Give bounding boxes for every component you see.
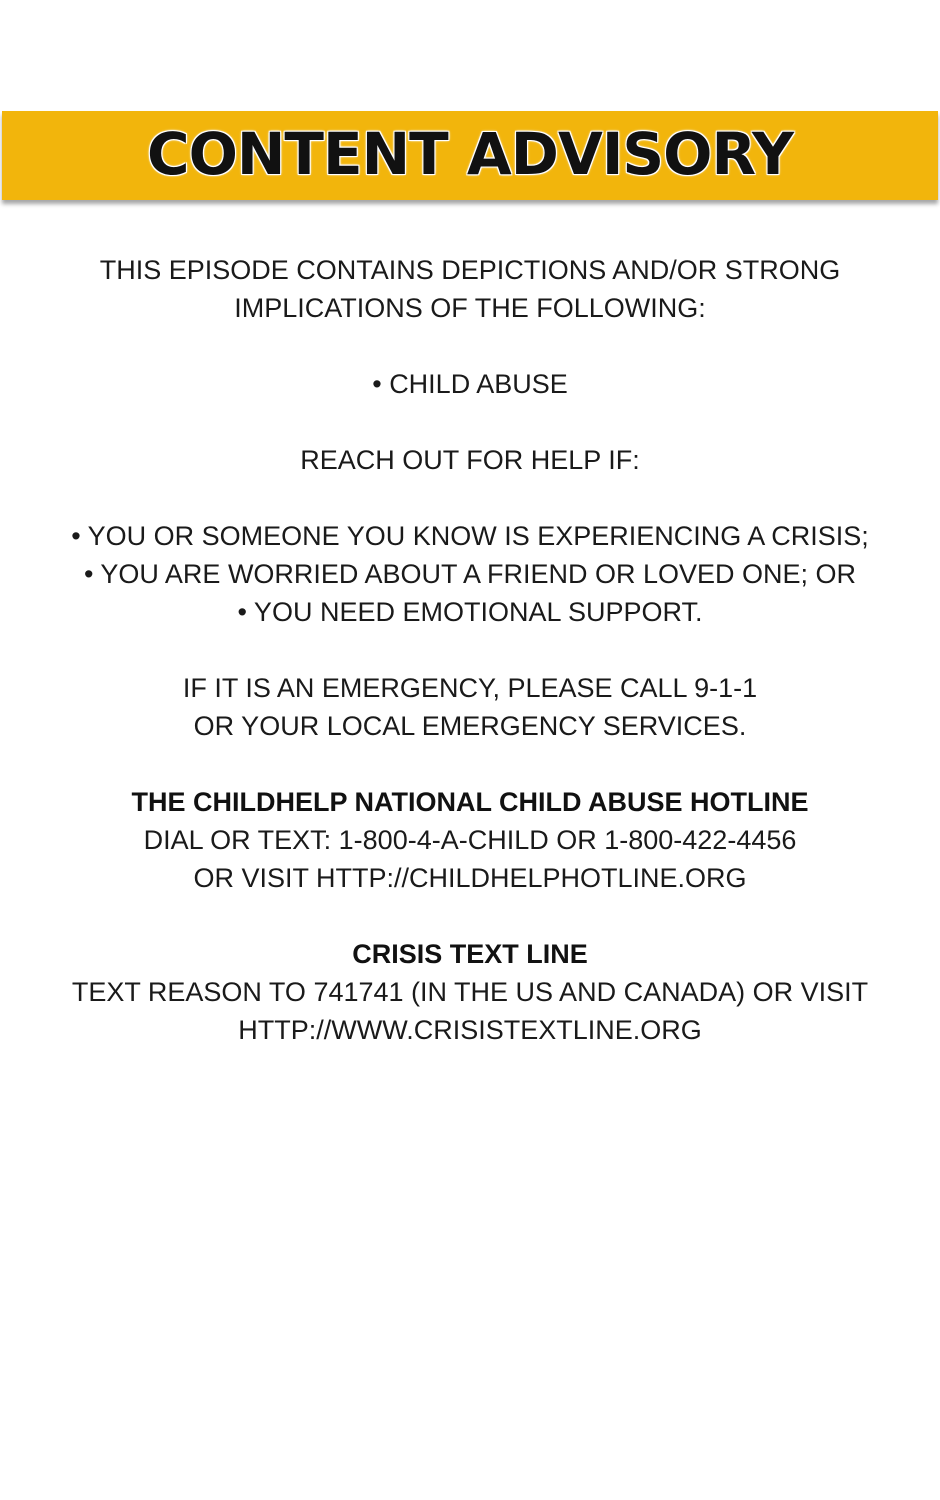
emergency-line-1: IF IT IS AN EMERGENCY, PLEASE CALL 9-1-1	[182, 673, 758, 703]
help-heading: REACH OUT FOR HELP IF:	[300, 445, 640, 475]
intro-line-2: IMPLICATIONS OF THE FOLLOWING:	[234, 293, 706, 323]
help-item: • YOU OR SOMEONE YOU KNOW IS EXPERIENCING A CRISIS;	[71, 521, 869, 551]
crisis-text-line-1: TEXT REASON TO 741741 (IN THE US AND CANADA) OR VISIT	[71, 977, 869, 1007]
advisory-body	[0, 251, 940, 1049]
help-item: • YOU NEED EMOTIONAL SUPPORT.	[237, 597, 703, 627]
intro-line-1: THIS EPISODE CONTAINS DEPICTIONS AND/OR STRONG	[99, 255, 841, 285]
childhelp-line-2: OR VISIT HTTP://CHILDHELPHOTLINE.ORG	[193, 863, 747, 893]
help-item: • YOU ARE WORRIED ABOUT A FRIEND OR LOVED ONE; OR	[83, 559, 857, 589]
crisis-text-line-2: HTTP://WWW.CRISISTEXTLINE.ORG	[238, 1015, 702, 1045]
topic-item: • CHILD ABUSE	[372, 369, 568, 399]
banner-title: CONTENT ADVISORY	[147, 119, 793, 188]
childhelp-line-1: DIAL OR TEXT: 1-800-4-A-CHILD OR 1-800-422-4456	[143, 825, 797, 855]
advisory-banner	[2, 111, 938, 200]
childhelp-title: THE CHILDHELP NATIONAL CHILD ABUSE HOTLINE	[131, 787, 809, 817]
emergency-line-2: OR YOUR LOCAL EMERGENCY SERVICES.	[193, 711, 747, 741]
crisis-text-line-title: CRISIS TEXT LINE	[352, 939, 588, 969]
